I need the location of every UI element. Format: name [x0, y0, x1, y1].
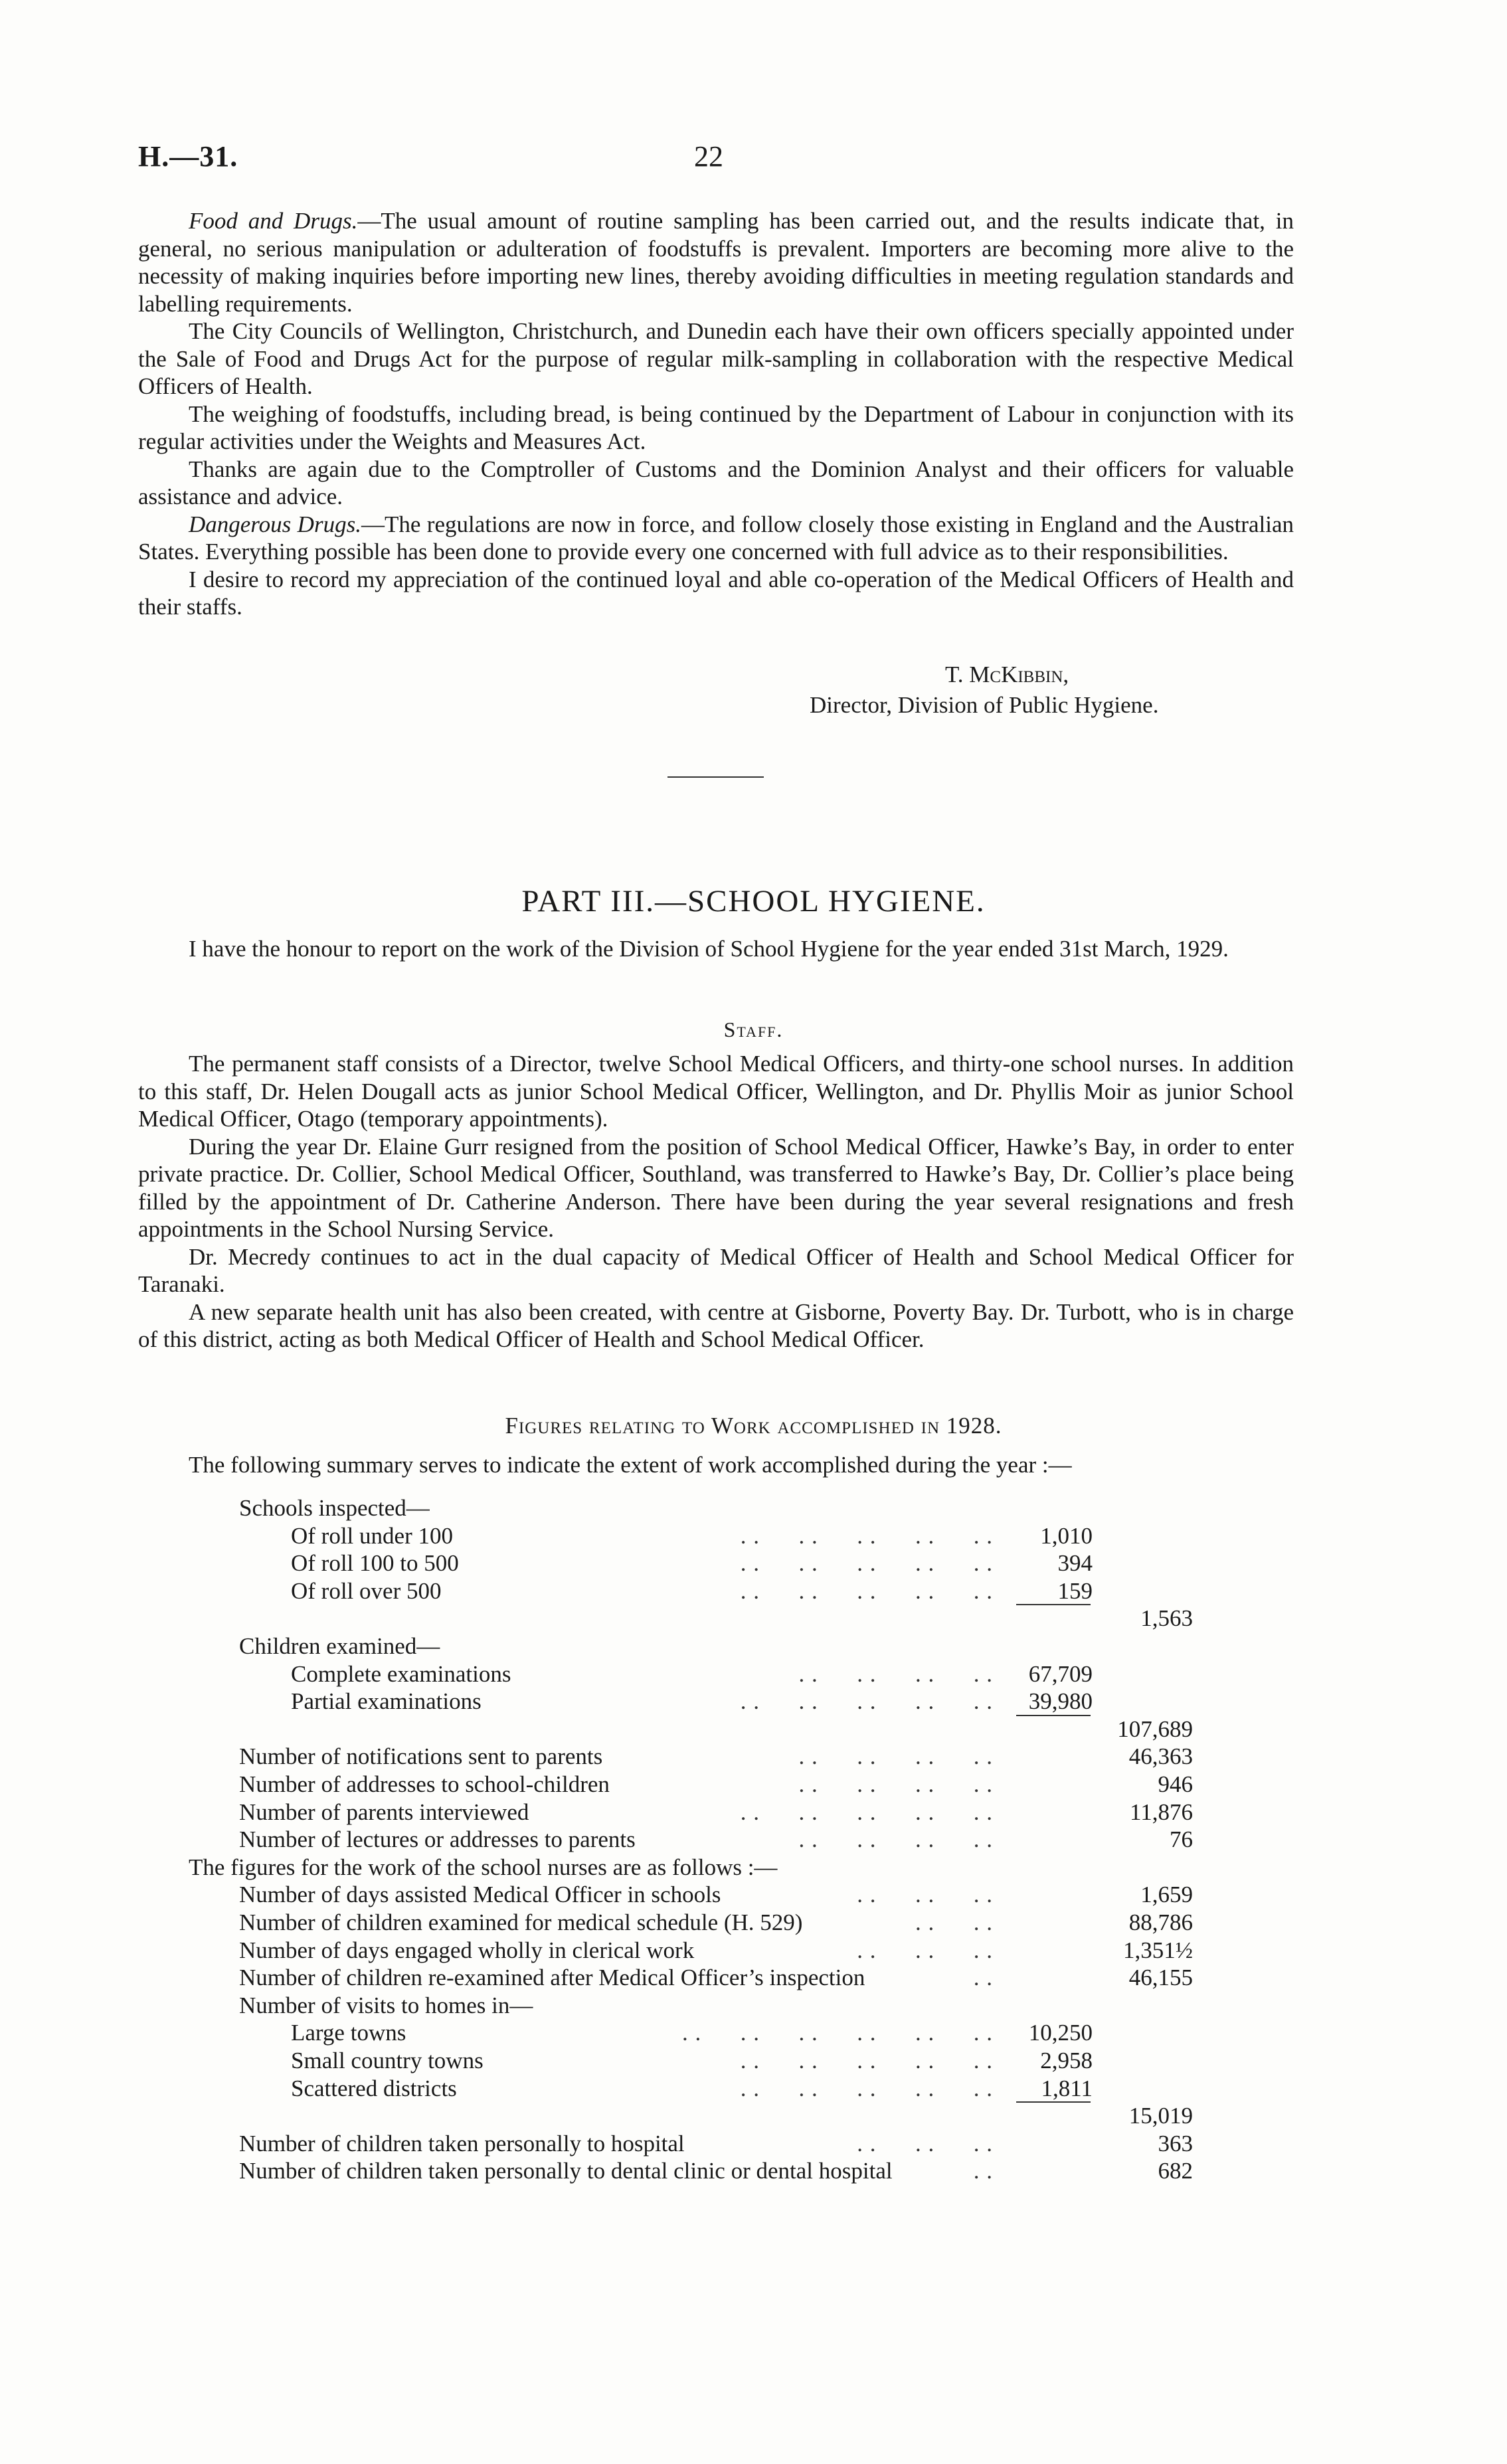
paragraph	[138, 207, 1294, 317]
summary-row	[0, 1688, 1507, 1716]
summary-row	[0, 2020, 1507, 2048]
paragraph	[138, 1243, 1294, 1298]
paragraph-text: During the year Dr. Elaine Gurr resigned from the position of School Medical Officer, Hawke’s Bay, in order to enter private practice. Dr. Collier, School Medical Officer, Southland, was transferred to Hawke’s Bay, Dr. Collier’s place being filled by the appointment of Dr. Catherine Anderson. There have been during the year several resignations and fresh appointments in the School Nursing Service.	[138, 1133, 1294, 1242]
summary-label: Number of visits to homes in—	[239, 1992, 533, 2018]
summary-label: Number of days assisted Medical Officer in schools	[239, 1882, 721, 1908]
paragraph-text: I desire to record my appreciation of the continued loyal and able co-operation of the Medical Officers of Health and their staffs.	[138, 566, 1294, 620]
paragraph	[138, 400, 1294, 456]
paragraph-text: The City Councils of Wellington, Christchurch, and Dunedin each have their own officers specially appointed under the Sale of Food and Drugs Act for the purpose of regular milk-sampling in collaboration with the respective Medical Officers of Health.	[138, 318, 1294, 399]
summary-total: 107,689	[1117, 1716, 1193, 1742]
summary-label: Number of children re-examined after Medical Officer’s inspection	[239, 1965, 865, 1991]
paragraph-text: A new separate health unit has also been created, with centre at Gisborne, Poverty Bay. Dr. Turbott, who is in charge of this district, acting as both Medical Officer of Health and School Medical Officer.	[138, 1298, 1294, 1352]
leader-dots: . . . . . . . . . .	[740, 1550, 993, 1577]
leader-dots: . . . . . . . .	[798, 1743, 993, 1770]
summary-label: Partial examinations	[291, 1688, 482, 1715]
leader-dots: . . . . . .	[857, 1937, 993, 1963]
paragraph-lead: Dangerous Drugs.	[189, 511, 361, 537]
summary-subvalue: 394	[1057, 1550, 1093, 1577]
summary-total: 11,876	[1130, 1799, 1193, 1825]
paragraph	[138, 566, 1294, 621]
leader-dots: . . . . . . . . . . . .	[682, 2020, 993, 2046]
subtotal-rule	[1016, 2101, 1091, 2103]
summary-total: 15,019	[1128, 2103, 1193, 2129]
summary-subvalue: 1,811	[1041, 2075, 1093, 2101]
paragraph	[138, 1133, 1294, 1243]
subtotal-rule	[1016, 1604, 1091, 1605]
signature-title: Director, Division of Public Hygiene.	[810, 692, 1159, 718]
part-title: PART III.—SCHOOL HYGIENE.	[521, 884, 986, 919]
summary-row	[0, 1854, 1507, 1882]
summary-row	[0, 1826, 1507, 1854]
summary-label: Number of notifications sent to parents	[239, 1743, 603, 1770]
summary-label: Complete examinations	[291, 1660, 511, 1687]
summary-total: 46,155	[1128, 1965, 1193, 1991]
summary-intro: The following summary serves to indicate the extent of work accomplished during the year :—	[189, 1452, 1072, 1478]
paragraph	[138, 1298, 1294, 1354]
summary-subvalue: 1,010	[1040, 1522, 1093, 1549]
leader-dots: . . . . . .	[857, 2130, 993, 2156]
staff-section	[138, 1050, 1294, 1354]
summary-label: Children examined—	[239, 1633, 440, 1659]
summary-total: 1,563	[1140, 1605, 1193, 1632]
summary-label: The figures for the work of the school nurses are as follows :—	[189, 1854, 778, 1880]
summary-row	[0, 1605, 1507, 1633]
summary-label: Of roll under 100	[291, 1522, 453, 1549]
summary-total: 1,351½	[1123, 1937, 1193, 1963]
summary-row	[0, 1743, 1507, 1771]
summary-row	[0, 2158, 1507, 2186]
summary-total: 76	[1170, 1826, 1193, 1853]
summary-subvalue: 2,958	[1040, 2048, 1093, 2073]
summary-label: Large towns	[291, 2020, 406, 2046]
page-number: 22	[694, 140, 723, 173]
food-drugs-section	[138, 207, 1294, 621]
summary-label: Of roll 100 to 500	[291, 1550, 459, 1577]
summary-row	[0, 1771, 1507, 1799]
leader-dots: . . . . . . . . . .	[740, 1577, 993, 1604]
paragraph	[138, 511, 1294, 566]
paragraph-text: —The usual amount of routine sampling has been carried out, and the results indicate that, in general, no serious manipulation or adulteration of foodstuffs is prevalent. Importers are becoming more alive to the necessity of making inquiries before importing new lines, thereby avoiding difficulties in meeting regulation standards and labelling requirements.	[138, 208, 1294, 317]
summary-label: Number of lectures or addresses to parents	[239, 1826, 636, 1853]
summary-row	[0, 1965, 1507, 1992]
summary-total: 46,363	[1128, 1743, 1193, 1770]
summary-label: Small country towns	[291, 2048, 484, 2073]
summary-row	[0, 1882, 1507, 1909]
summary-row	[0, 1578, 1507, 1606]
figures-heading: Figures relating to Work accomplished in 1928.	[505, 1413, 1002, 1439]
summary-row	[0, 1909, 1507, 1937]
summary-subvalue: 39,980	[1028, 1688, 1093, 1715]
leader-dots: . .	[973, 2158, 993, 2184]
summary-label: Scattered districts	[291, 2075, 457, 2101]
summary-label: Number of children taken personally to dental clinic or dental hospital	[239, 2158, 893, 2184]
summary-label: Number of children taken personally to hospital	[239, 2130, 685, 2156]
summary-row	[0, 2131, 1507, 2158]
leader-dots: . . . . . . . . . .	[740, 2048, 993, 2073]
leader-dots: . . . . . . . .	[798, 1660, 993, 1687]
paragraph-lead: Food and Drugs.	[189, 208, 358, 234]
subtotal-rule	[1016, 1715, 1091, 1716]
summary-row	[0, 1550, 1507, 1578]
paragraph-text: Thanks are again due to the Comptroller of Customs and the Dominion Analyst and their officers for valuable assistance and advice.	[138, 456, 1294, 509]
summary-label: Schools inspected—	[239, 1495, 430, 1521]
report-code: H.—31.	[138, 140, 238, 173]
summary-subvalue: 159	[1057, 1577, 1093, 1604]
paragraph-text: The permanent staff consists of a Director, twelve School Medical Officers, and thirty-one school nurses. In addition to this staff, Dr. Helen Dougall acts as junior School Medical Officer, Wellington, and Dr. Phyllis Moir as junior School Medical Officer, Otago (temporary appointments).	[138, 1051, 1294, 1132]
summary-label: Number of addresses to school-children	[239, 1771, 610, 1797]
leader-dots: . .	[973, 1965, 993, 1991]
signature-name: T. McKibbin,	[945, 661, 1069, 687]
summary-label: Of roll over 500	[291, 1577, 442, 1604]
summary-label: Number of children examined for medical schedule (H. 529)	[239, 1909, 803, 1935]
leader-dots: . . . . . . . . . .	[740, 1522, 993, 1549]
summary-row	[0, 2103, 1507, 2131]
summary-row	[0, 2048, 1507, 2075]
summary-row	[0, 1937, 1507, 1965]
summary-row	[0, 1495, 1507, 1523]
summary-subvalue: 67,709	[1028, 1660, 1093, 1687]
summary-total: 1,659	[1140, 1882, 1193, 1908]
summary-row	[0, 1661, 1507, 1689]
section-divider	[667, 776, 764, 778]
summary-row	[0, 1799, 1507, 1827]
leader-dots: . . . . . . . . . .	[740, 2075, 993, 2101]
staff-heading: Staff.	[723, 1017, 784, 1041]
summary-label: Number of days engaged wholly in clerical work	[239, 1937, 695, 1963]
paragraph	[138, 935, 1294, 963]
summary-subvalue: 10,250	[1028, 2020, 1093, 2046]
leader-dots: . . . . . .	[857, 1882, 993, 1908]
summary-row	[0, 1992, 1507, 2020]
paragraph-text: The weighing of foodstuffs, including bread, is being continued by the Department of Labour in conjunction with its regular activities under the Weights and Measures Act.	[138, 400, 1294, 454]
leader-dots: . . . . . . . .	[798, 1771, 993, 1797]
paragraph	[138, 1050, 1294, 1133]
summary-row	[0, 1523, 1507, 1551]
summary-total: 682	[1158, 2158, 1193, 2184]
leader-dots: . . . .	[915, 1909, 993, 1935]
paragraph-text: I have the honour to report on the work of the Division of School Hygiene for the year ended 31st March, 1929.	[189, 936, 1229, 962]
summary-row	[0, 2075, 1507, 2103]
summary-total: 363	[1158, 2130, 1193, 2156]
leader-dots: . . . . . . . . . .	[740, 1688, 993, 1715]
summary-row	[0, 1716, 1507, 1744]
summary-row	[0, 1633, 1507, 1661]
leader-dots: . . . . . . . .	[798, 1826, 993, 1853]
summary-label: Number of parents interviewed	[239, 1799, 529, 1825]
summary-total: 88,786	[1128, 1909, 1193, 1935]
part-intro	[138, 935, 1294, 963]
leader-dots: . . . . . . . . . .	[740, 1799, 993, 1825]
paragraph	[138, 456, 1294, 511]
summary-total: 946	[1158, 1771, 1193, 1797]
paragraph	[138, 317, 1294, 400]
paragraph-text: —The regulations are now in force, and follow closely those existing in England and the Australian States. Everything possible has been done to provide every one concerned with full advice as to their responsibilities.	[138, 511, 1294, 565]
paragraph-text: Dr. Mecredy continues to act in the dual capacity of Medical Officer of Health and School Medical Officer for Taranaki.	[138, 1243, 1294, 1297]
